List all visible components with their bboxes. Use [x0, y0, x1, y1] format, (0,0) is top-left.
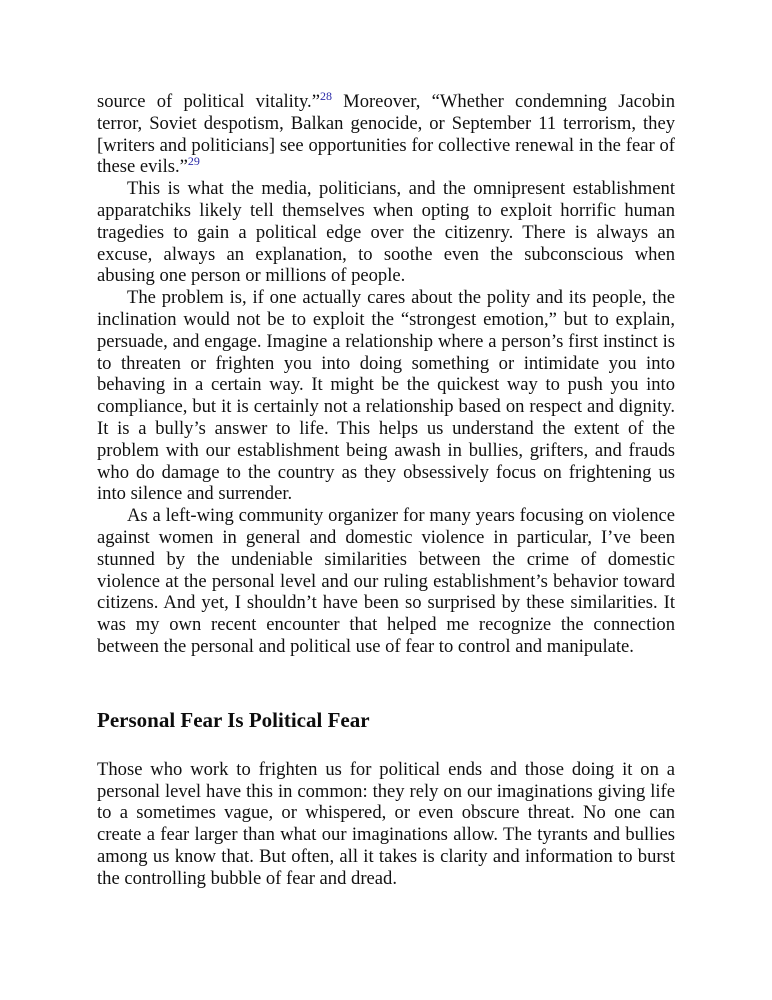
- footnote-reference[interactable]: 29: [187, 154, 200, 169]
- section-heading: Personal Fear Is Political Fear: [97, 707, 370, 732]
- paragraph: This is what the media, politicians, and the omnipresent establishment apparatchiks likely tell themselves when opting to exploit horrific human tragedies to gain a political edge over the citizenry. There is always an excuse, always an explanation, to soothe even the subconscious when abusing one person or millions of people.: [97, 178, 675, 287]
- footnote-reference[interactable]: 28: [319, 89, 332, 103]
- paragraph: The problem is, if one actually cares about the polity and its people, the inclination would not be to exploit the “strongest emotion,” but to explain, persuade, and engage. Imagine a relationship where a person’s first instinct is to threaten or frighten you into doing something or intimidate you into behaving in a certain way. It might be the quickest way to push you into compliance, but it is certainly not a relationship based on respect and dignity. It is a bully’s answer to life. This helps us understand the extent of the problem with our establishment being awash in bullies, grifters, and frauds who do damage to the country as they obsessively focus on frightening us into silence and surrender.: [97, 287, 675, 505]
- paragraph-continuation: [97, 91, 675, 178]
- paragraph-text: Moreover, “Whether condemning Jacobin terror, Soviet despotism, Balkan genocide, or September 11 terrorism, they [writers and politicians] see opportunities for collective renewal in the fear of these evils.”: [97, 91, 675, 178]
- paragraph-text: source of political vitality.”: [97, 91, 320, 112]
- section-paragraph: Those who work to frighten us for political ends and those doing it on a personal level have this in common: they rely on our imaginations giving life to a sometimes vague, or whispered, or even obscure threat. No one can create a fear larger than what our imaginations allow. The tyrants and bullies among us know that. But often, all it takes is clarity and information to burst the controlling bubble of fear and dread.: [97, 758, 675, 889]
- page-body: [97, 91, 675, 890]
- paragraph: As a left-wing community organizer for many years focusing on violence against women in general and domestic violence in particular, I’ve been stunned by the undeniable similarities between the crime of domestic violence at the personal level and our ruling establishment’s behavior toward citizens. And yet, I shouldn’t have been so surprised by these similarities. It was my own recent encounter that helped me recognize the connection between the personal and political use of fear to control and manipulate.: [97, 505, 675, 657]
